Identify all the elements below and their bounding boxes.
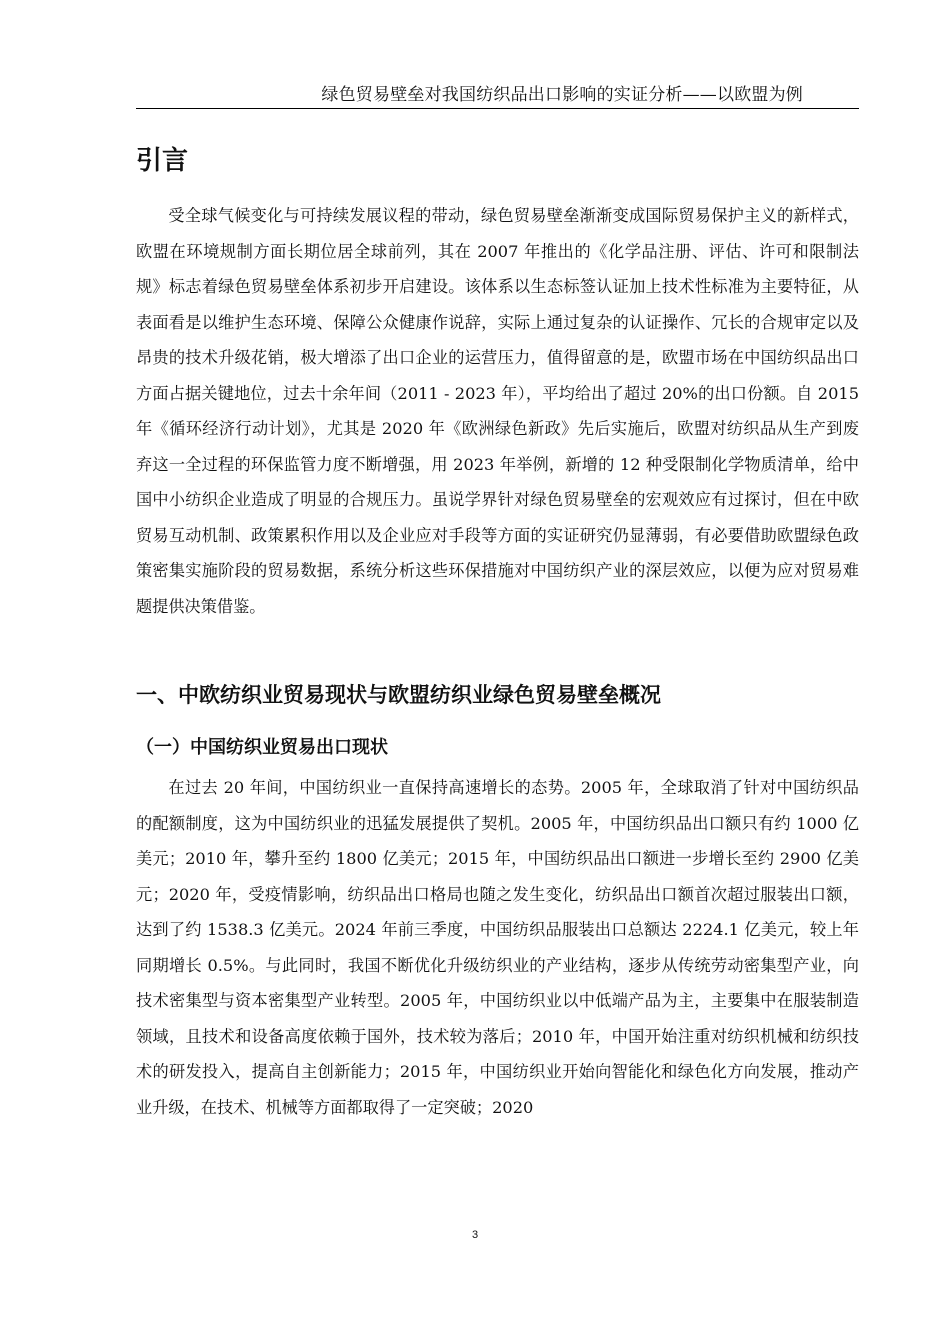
page-number: 3 bbox=[471, 1229, 479, 1241]
chapter-1-heading: 一、中欧纺织业贸易现状与欧盟纺织业绿色贸易壁垒概况 bbox=[136, 683, 661, 707]
intro-heading: 引言 bbox=[136, 146, 189, 176]
running-header bbox=[136, 84, 859, 109]
chapter-1-subsection-1-heading: （一）中国纺织业贸易出口现状 bbox=[136, 737, 388, 758]
running-header-title: 绿色贸易壁垒对我国纺织品出口影响的实证分析——以欧盟为例 bbox=[321, 85, 803, 105]
intro-paragraph: 受全球气候变化与可持续发展议程的带动，绿色贸易壁垒渐渐变成国际贸易保护主义的新样式，欧盟在环境规制方面长期位居全球前列，其在 2007 年推出的《化学品注册、评估、许可和限制法规》标志着绿色贸易壁垒体系初步开启建设。该体系以生态标签认证加上技术性标准为主要特征，从表面看是以维护生态环境、保障公众健康作说辞，实际上通过复杂的认证操作、冗长的合规审定以及昂贵的技术升级花销，极大增添了出口企业的运营压力，值得留意的是，欧盟市场在中国纺织品出口方面占据关键地位，过去十余年间（2011 - 2023 年），平均给出了超过 20%的出口份额。自 2015 年《循环经济行动计划》，尤其是 2020 年《欧洲绿色新政》先后实施后，欧盟对纺织品从生产到废弃这一全过程的环保监管力度不断增强，用 2023 年举例，新增的 12 种受限制化学物质清单，给中国中小纺织企业造成了明显的合规压力。虽说学界针对绿色贸易壁垒的宏观效应有过探讨，但在中欧贸易互动机制、政策累积作用以及企业应对手段等方面的实证研究仍显薄弱，有必要借助欧盟绿色政策密集实施阶段的贸易数据，系统分析这些环保措施对中国纺织产业的深层效应，以便为应对贸易难题提供决策借鉴。 bbox=[136, 206, 859, 616]
chapter-1-subsection-1-paragraph: 在过去 20 年间，中国纺织业一直保持高速增长的态势。2005 年，全球取消了针对中国纺织品的配额制度，这为中国纺织业的迅猛发展提供了契机。2005 年，中国纺织品出口额只有约 1000 亿美元；2010 年，攀升至约 1800 亿美元；2015 年，中国纺织品出口额进一步增长至约 2900 亿美元；2020 年，受疫情影响，纺织品出口格局也随之发生变化，纺织品出口额首次超过服装出口额，达到了约 1538.3 亿美元。2024 年前三季度，中国纺织品服装出口总额达 2224.1 亿美元，较上年同期增长 0.5%。与此同时，我国不断优化升级纺织业的产业结构，逐步从传统劳动密集型产业，向技术密集型与资本密集型产业转型。2005 年，中国纺织业以中低端产品为主，主要集中在服装制造领域，且技术和设备高度依赖于国外，技术较为落后；2010 年，中国开始注重对纺织机械和纺织技术的研发投入，提高自主创新能力；2015 年，中国纺织业开始向智能化和绿色化方向发展，推动产业升级，在技术、机械等方面都取得了一定突破；2020 bbox=[136, 778, 859, 1117]
